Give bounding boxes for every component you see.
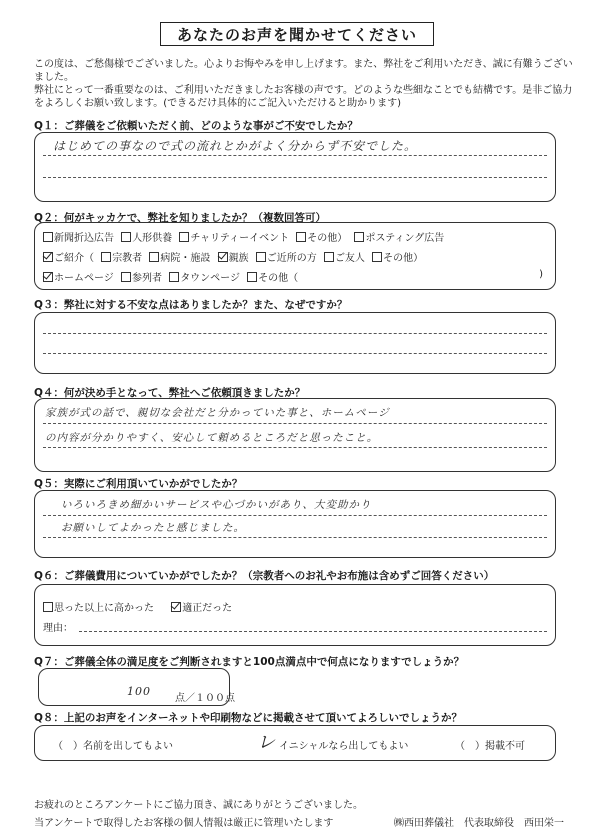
q2-row-3 <box>43 269 543 284</box>
q7-label: Q７：ご葬儀全体の満足度をご判断されますと100点満点中で何点になりますでしょうか？ <box>34 656 465 668</box>
option-neighbors[interactable]: ご近所の方 <box>256 249 317 264</box>
option-townpage[interactable]: タウンページ <box>169 269 240 284</box>
option-attendee[interactable]: 参列者 <box>121 269 162 284</box>
answer-line <box>43 515 547 516</box>
option-other-2[interactable]: その他） <box>372 249 423 264</box>
checkbox[interactable] <box>149 252 159 262</box>
option-homepage[interactable]: ホームページ <box>43 269 114 284</box>
q5-answer-box[interactable] <box>34 490 556 558</box>
paren-close: ) <box>539 269 543 280</box>
checkbox[interactable] <box>121 272 131 282</box>
option-posting[interactable]: ポスティング広告 <box>354 229 444 244</box>
q5-handwritten-line-2: お願いしてよかったと感じました。 <box>61 522 245 534</box>
answer-line <box>43 155 547 156</box>
checkbox-checked[interactable] <box>218 252 228 262</box>
answer-line <box>43 447 547 448</box>
q8-handwritten-check: レ <box>257 732 276 753</box>
q1-label: Q１：ご葬儀をご依頼いただく前、どのような事がご不安でしたか？ <box>34 120 358 132</box>
q4-answer-box[interactable] <box>34 398 556 472</box>
option-initials-ok[interactable]: イニシャルなら出してもよい <box>279 741 409 752</box>
option-referral[interactable]: ご紹介（ <box>43 249 94 264</box>
q2-options-box <box>34 222 556 290</box>
q5-label: Q５：実際にご利用頂いていかがでしたか？ <box>34 478 243 490</box>
intro-text <box>34 58 574 110</box>
q4-handwritten-line-2: の内容が分かりやすく、安心して頼めるところだと思ったこと。 <box>45 432 379 444</box>
checkbox[interactable] <box>169 272 179 282</box>
footer-signature: ㈱西田葬儀社 代表取締役 西田栄一 <box>394 818 564 829</box>
q6-answer-box <box>34 584 556 646</box>
intro-paragraph-2: 弊社にとって一番重要なのは、ご利用いただきましたお客様の声です。どのような些細なことでも結構です。是非ご協力をよろしくお願い致します。(できるだけ具体的にご記入いただけると助かります) <box>34 85 573 109</box>
q5-handwritten-line-1: いろいろきめ細かいサービスや心づかいがあり、大変助かり <box>61 499 372 511</box>
option-other-1[interactable]: その他） <box>296 229 347 244</box>
q8-label: Q８：上記のお声をインターネットや印刷物などに掲載させて頂いてよろしいでしょうか？ <box>34 712 462 724</box>
checkbox[interactable] <box>121 232 131 242</box>
intro-paragraph-1: この度は、ご愁傷様でございました。心よりお悔やみを申し上げます。また、弊社をご利用いただき、誠に有難うございました。 <box>34 59 573 83</box>
checkbox[interactable] <box>256 252 266 262</box>
q6-options <box>43 599 236 614</box>
q8-options-box <box>34 725 556 761</box>
q1-handwritten-answer: はじめての事なので式の流れとかがよく分からず不安でした。 <box>53 139 418 153</box>
footer-privacy: 当アンケートで取得したお客様の個人情報は厳正に管理いたします <box>34 818 334 829</box>
answer-line <box>43 353 547 354</box>
q6-label: Q６：ご葬儀費用についていかがでしたか？（宗教者へのお礼やお布施は含めずご回答ください） <box>34 570 495 582</box>
option-name-ok[interactable]: （ ）名前を出してもよい <box>53 741 173 752</box>
q4-handwritten-line-1: 家族が式の話で、親切な会社だと分かっていた事と、ホームページ <box>45 407 390 419</box>
q7-handwritten-score: 100 <box>127 685 151 698</box>
option-more-expensive[interactable]: 思った以上に高かった <box>43 599 154 614</box>
option-not-allowed[interactable]: （ ）掲載不可 <box>455 741 525 752</box>
q4-label: Q４：何が決め手となって、弊社へご依頼頂きましたか？ <box>34 387 306 399</box>
checkbox[interactable] <box>101 252 111 262</box>
checkbox[interactable] <box>324 252 334 262</box>
page-title: あなたのお声を聞かせてください <box>160 22 434 46</box>
answer-line <box>43 333 547 334</box>
option-relatives[interactable]: 親族 <box>218 249 249 264</box>
checkbox-checked[interactable] <box>43 272 53 282</box>
checkbox[interactable] <box>372 252 382 262</box>
q2-row-1 <box>43 229 448 244</box>
q2-label: Q２：何がキッカケで、弊社を知りましたか？（複数回答可） <box>34 212 327 224</box>
option-doll-memorial[interactable]: 人形供養 <box>121 229 172 244</box>
answer-line <box>43 537 547 538</box>
checkbox[interactable] <box>43 232 53 242</box>
checkbox[interactable] <box>247 272 257 282</box>
q3-answer-box[interactable] <box>34 312 556 374</box>
checkbox[interactable] <box>179 232 189 242</box>
option-hospital[interactable]: 病院・施設 <box>149 249 210 264</box>
footer-privacy-row <box>34 814 564 829</box>
checkbox[interactable] <box>43 602 53 612</box>
q3-label: Q３：弊社に対する不安な点はありましたか？また、なぜですか？ <box>34 299 348 311</box>
option-newspaper[interactable]: 新聞折込広告 <box>43 229 114 244</box>
q7-score-box[interactable] <box>38 668 235 706</box>
checkbox[interactable] <box>354 232 364 242</box>
option-friends[interactable]: ご友人 <box>324 249 365 264</box>
option-appropriate[interactable]: 適正だった <box>171 599 232 614</box>
q1-answer-box[interactable] <box>34 132 556 202</box>
option-other-3[interactable]: その他（ <box>247 269 298 284</box>
answer-line <box>43 177 547 178</box>
footer-thanks: お疲れのところアンケートにご協力頂き、誠にありがとうございました。 <box>34 800 363 811</box>
q6-reason-label: 理由： <box>43 623 73 634</box>
answer-line <box>43 423 547 424</box>
q7-score-suffix: 点／１００点 <box>175 693 235 704</box>
option-charity[interactable]: チャリティーイベント <box>179 229 289 244</box>
answer-line <box>79 631 547 632</box>
checkbox[interactable] <box>296 232 306 242</box>
option-religious[interactable]: 宗教者 <box>101 249 142 264</box>
checkbox-checked[interactable] <box>171 602 181 612</box>
checkbox-checked[interactable] <box>43 252 53 262</box>
q2-row-2 <box>43 249 427 264</box>
